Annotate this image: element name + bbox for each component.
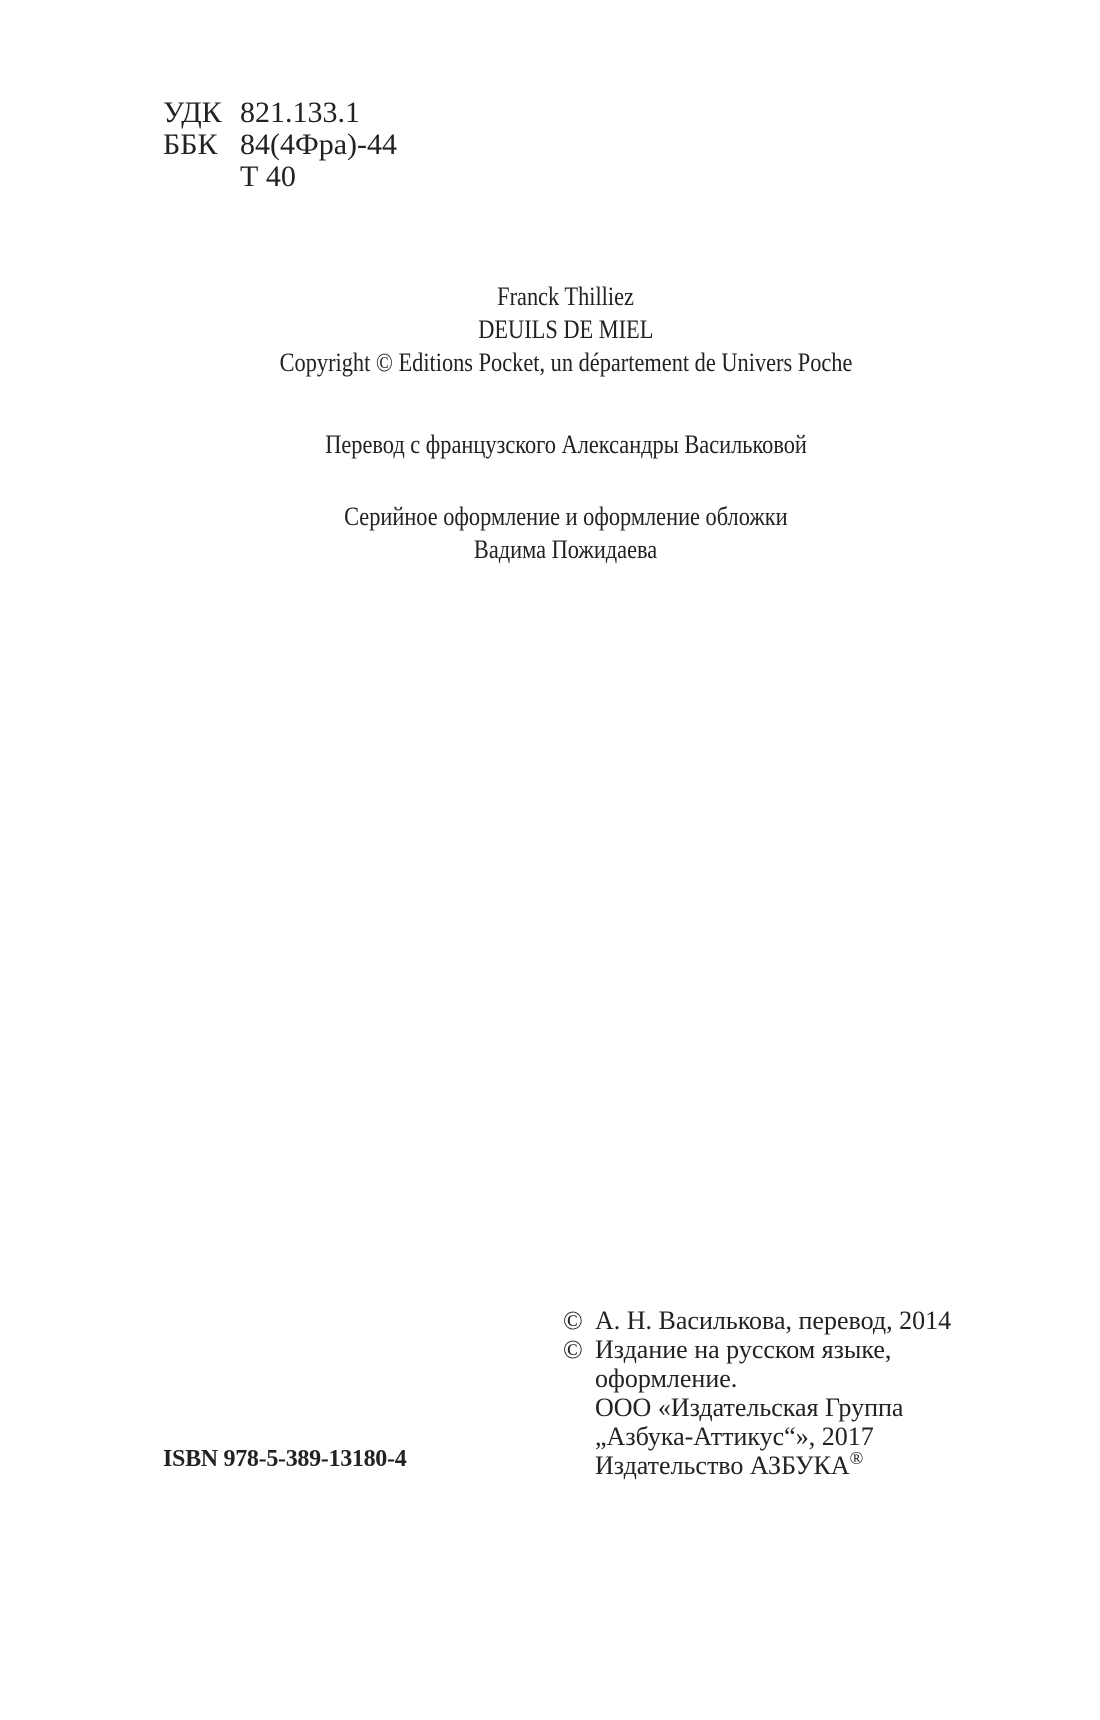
copyright-icon: © [563, 1335, 583, 1364]
rights-edition-line5: Издательство АЗБУКА [595, 1451, 850, 1480]
rights-edition-row [563, 1335, 951, 1364]
original-author: Franck Thilliez [497, 282, 635, 311]
bbk-value: 84(4Фра)-44 [240, 128, 397, 161]
rights-publisher-row [563, 1448, 951, 1480]
design-credit-line1: Серийное оформление и оформление обложки [344, 502, 788, 531]
bbk-row [163, 129, 397, 161]
original-title: DEUILS DE MIEL [478, 315, 654, 344]
original-edition-block [0, 280, 1100, 379]
isbn: ISBN 978-5-389-13180-4 [163, 1446, 407, 1472]
registered-trademark-icon: ® [849, 1448, 864, 1468]
translation-credit: Перевод с французского Александры Васильковой [325, 430, 807, 459]
design-block [0, 500, 1100, 566]
author-mark: Т 40 [240, 160, 296, 193]
design-credit-line2: Вадима Пожидаева [474, 535, 658, 564]
rights-edition-line3: ООО «Издательская Группа [595, 1393, 904, 1422]
udk-row [163, 97, 397, 129]
rights-edition-line1: Издание на русском языке, [595, 1335, 892, 1364]
bbk-label: ББК [163, 128, 218, 161]
rights-edition-line2: оформление. [595, 1364, 738, 1393]
rights-translation-row [563, 1306, 951, 1335]
original-copyright: Copyright © Editions Pocket, un département de Univers Poche [279, 348, 853, 377]
copyright-icon: © [563, 1306, 583, 1335]
rights-block [563, 1306, 951, 1480]
classification-block [163, 97, 397, 193]
udk-label: УДК [163, 96, 222, 129]
udk-value: 821.133.1 [240, 96, 360, 129]
rights-translation: А. Н. Василькова, перевод, 2014 [595, 1306, 952, 1335]
translation-block [0, 428, 1100, 461]
rights-edition-line4: „Азбука-Аттикус“», 2017 [595, 1422, 874, 1451]
